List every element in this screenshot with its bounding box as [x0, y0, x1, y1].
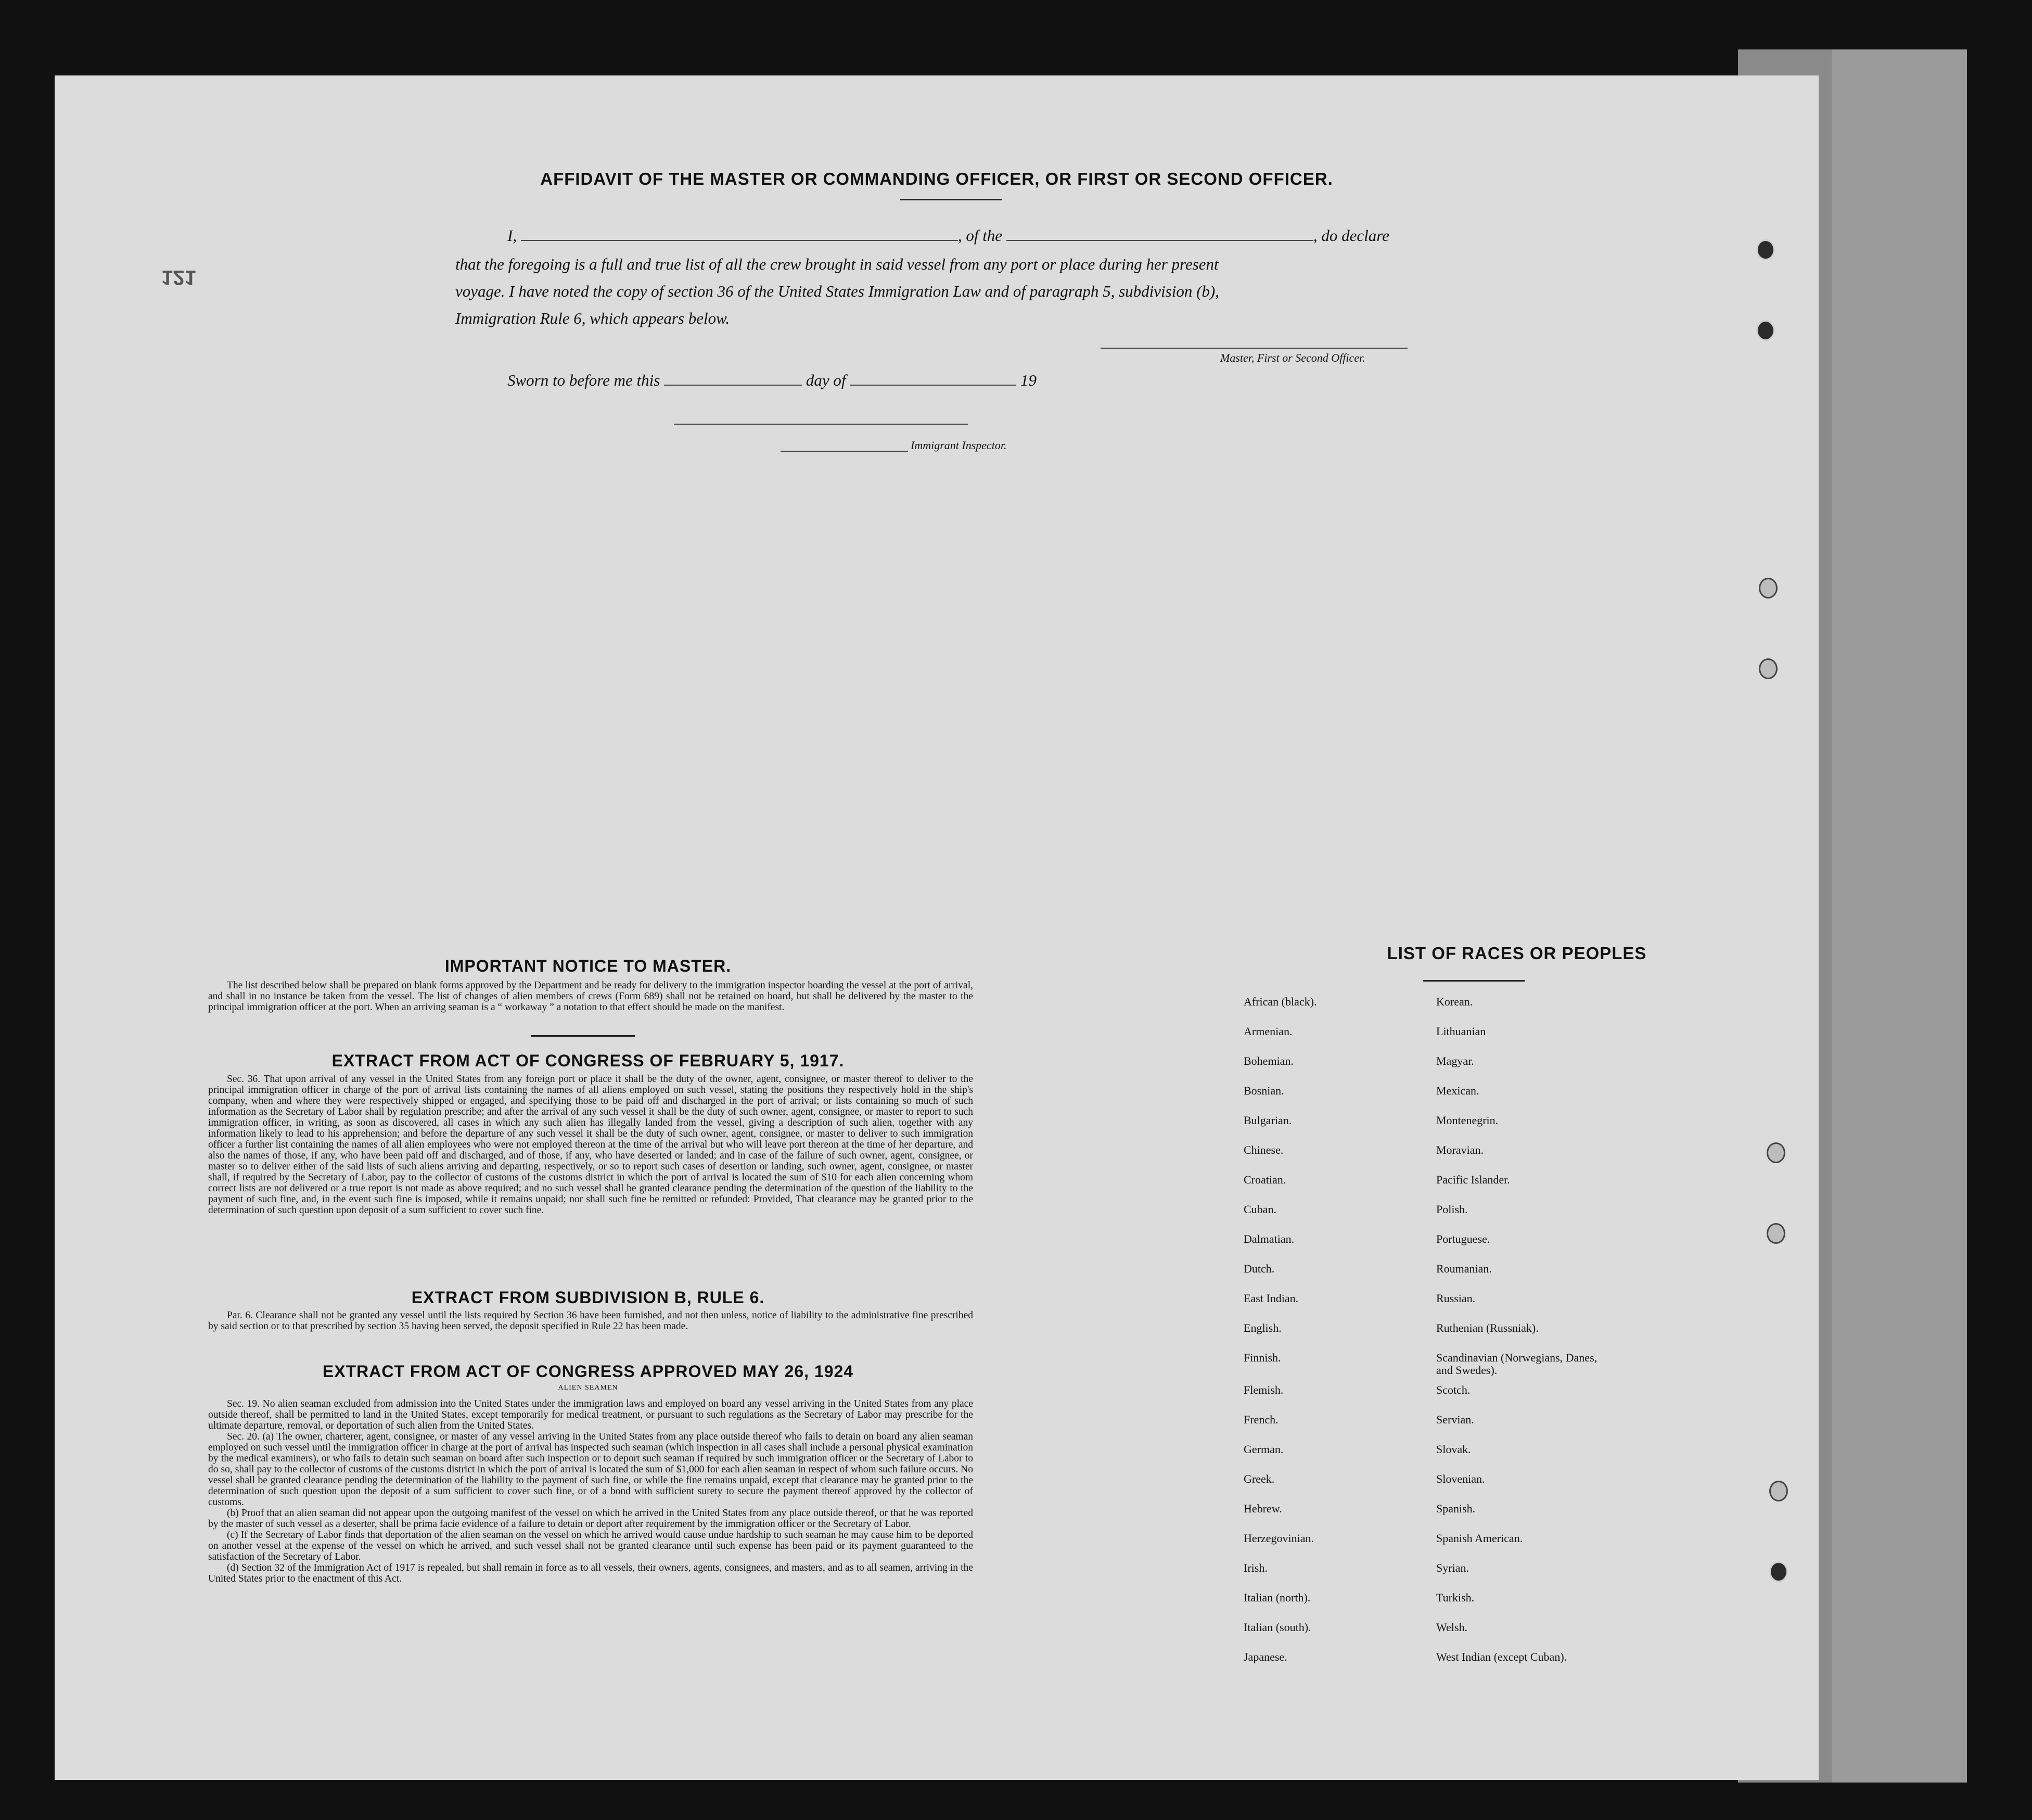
race-item: German.	[1244, 1443, 1284, 1456]
race-item: Magyar.	[1436, 1054, 1474, 1067]
race-item: Italian (south).	[1244, 1621, 1311, 1634]
race-item: Japanese.	[1244, 1650, 1287, 1663]
race-item: Italian (north).	[1244, 1591, 1311, 1604]
extract-1924-title: EXTRACT FROM ACT OF CONGRESS APPROVED MAY 26, 1924	[322, 1362, 854, 1381]
name-blank[interactable]	[521, 239, 958, 241]
race-item: Chinese.	[1244, 1143, 1284, 1156]
sworn-label: Sworn to before me this	[507, 371, 660, 389]
race-item: Dutch.	[1244, 1262, 1275, 1275]
sec-19-paragraph: Sec. 19. No alien seaman excluded from admission into the United States under the immigration laws and employed on board any vessel arriving in the United States from any place outside thereof, shall be permitted to land in the United States, except temporarily for medical treatment, or pursuant to such regulations as the Secretary of Labor may prescribe for the ultimate departure, removal, or deportation of such alien from the United States.	[208, 1398, 973, 1431]
race-item: Portuguese.	[1436, 1232, 1490, 1245]
binder-hole-icon	[1769, 1561, 1788, 1582]
race-item: Syrian.	[1436, 1561, 1469, 1574]
race-item: Herzegovinian.	[1244, 1532, 1314, 1545]
race-item: Pacific Islander.	[1436, 1173, 1510, 1186]
races-left-column	[1244, 996, 1462, 1681]
day-of-label: day of	[806, 371, 846, 389]
notice-paragraph: The list described below shall be prepared on blank forms approved by the Department and be ready for delivery to the immigration inspector boarding the vessel at the port of arrival, and shall in no instance be taken from the vessel. The list of changes of alien members of crews (Form 689) shall not be retained on board, but shall be delivered by the master to the principal immigration officer at the port. When an arriving seaman is a “ workaway ” a notation to that effect should be made on the manifest.	[208, 980, 973, 1013]
race-item: Cuban.	[1244, 1203, 1276, 1216]
binder-hole-icon	[1759, 578, 1778, 599]
race-item: Turkish.	[1436, 1591, 1475, 1604]
extract-1917-text	[208, 1074, 973, 1216]
binder-hole-icon	[1767, 1142, 1785, 1163]
race-item: Slovak.	[1436, 1443, 1471, 1456]
sec-20d-paragraph: (d) Section 32 of the Immigration Act of 1917 is repealed, but shall remain in force as to all vessels, their owners, agents, consignees, and masters, and as to all seamen, arriving in the United States prior to the enactment of this Act.	[208, 1562, 973, 1584]
title-rule	[900, 199, 1002, 200]
inspector-signature-line-1[interactable]	[674, 423, 968, 425]
sworn-day-blank[interactable]	[664, 384, 802, 386]
do-declare-label: , do declare	[1313, 226, 1389, 245]
notice-title: IMPORTANT NOTICE TO MASTER.	[444, 957, 732, 975]
race-item: Scotch.	[1436, 1383, 1471, 1396]
alien-seamen-subtitle: ALIEN SEAMEN	[558, 1384, 618, 1392]
notice-text	[208, 980, 973, 1013]
sworn-month-blank[interactable]	[850, 384, 1016, 386]
margin-number: 121	[161, 266, 196, 289]
affidavit-line-1	[507, 226, 1389, 245]
i-label: I,	[507, 226, 517, 245]
race-item: Montenegrin.	[1436, 1114, 1499, 1127]
binder-hole-icon	[1767, 1223, 1785, 1244]
race-item: Croatian.	[1244, 1173, 1286, 1186]
race-item: Irish.	[1244, 1561, 1268, 1574]
race-item: Bulgarian.	[1244, 1114, 1292, 1127]
affidavit-title: AFFIDAVIT OF THE MASTER OR COMMANDING OFFICER, OR FIRST OR SECOND OFFICER.	[540, 169, 1333, 188]
race-item: Dalmatian.	[1244, 1232, 1295, 1245]
inspector-signature-line-2[interactable]	[781, 450, 908, 452]
race-item: Greek.	[1244, 1472, 1275, 1485]
sec-20c-paragraph: (c) If the Secretary of Labor finds that deportation of the alien seaman on the vessel on which he arrived would cause undue hardship to such seaman he may cause him to be deported on another vessel at the expense of the vessel on which he arrived, and such vessel shall not be granted clearance until such expense has been paid or its payment guaranteed to the satisfaction of the Secretary of Labor.	[208, 1530, 973, 1562]
section-36-paragraph: Sec. 36. That upon arrival of any vessel in the United States from any foreign port or place it shall be the duty of the owner, agent, consignee, or master thereof to deliver to the principal immigration officer in charge of the port of arrival lists containing the names of all aliens employed on such vessel, stating the positions they respectively hold in the ship's company, when and where they were respectively shipped or engaged, and specifying those to be paid off and discharged in the port of arrival; or lists containing so much of such information as the Secretary of Labor shall by regulation prescribe; and after the arrival of any such vessel it shall be the duty of such owner, agent, consignee, or master to report to such immigration officer, in writing, as soon as discovered, all cases in which any such alien has illegally landed from the vessel, giving a description of such alien, together with any information likely to lead to his apprehension; and before the departure of any such vessel it shall be the duty of such owner, agent, consignee, or master to deliver to such immigration officer a further list containing the names of all alien employees who were not employed thereon at the time of the arrival but who will leave port thereon at the time of her departure, and also the names of those, if any, who have been paid off and discharged, and of those, if any, who have deserted or landed; and in case of the failure of such owner, agent, consignee, or master so to deliver either of the said lists of such aliens arriving and departing, respectively, or so to report such cases of desertion or landing, such owner, agent, consignee, or master shall, if required by the Secretary of Labor, pay to the collector of customs of the customs district in which the port of arrival is located the sum of $10 for each alien concerning whom correct lists are not delivered or a true report is not made as above required; and no such vessel shall be granted clearance pending the determination of the question of the liability to the payment of such fine, and, in the event such fine is imposed, while it remains unpaid; nor shall such fine be remitted or refunded: Provided, That clearance may be granted prior to the determination of such question upon deposit of a sum sufficient to cover such fine.	[208, 1074, 973, 1216]
race-item: Roumanian.	[1436, 1262, 1492, 1275]
race-item: English.	[1244, 1321, 1282, 1334]
race-item: Bosnian.	[1244, 1084, 1284, 1097]
extract-1924-text	[208, 1398, 973, 1584]
sec-20a-paragraph: Sec. 20. (a) The owner, charterer, agent, consignee, or master of any vessel arriving in the United States from any place outside thereof who fails to detain on board any alien seaman employed on such vessel until the immigration officer in charge at the port of arrival has inspected such seaman (which inspection in all cases shall include a personal physical examination by the medical examiners), or who fails to detain such seaman on board after such inspection or to deport such seaman if required by such immigration officer or the Secretary of Labor to do so, shall pay to the collector of customs of the customs district in which the port of arrival is located the sum of $1,000 for each alien seaman in respect of whom such failure occurs. No vessel shall be granted clearance pending the determination of the liability to the payment of such fine, or while the fine remains unpaid, except that clearance may be granted prior to the determination of such question upon the deposit of a sum sufficient to cover such fine, or of a bond with sufficient surety to secure the payment thereof approved by the collector of customs.	[208, 1431, 973, 1508]
inspector-caption: Immigrant Inspector.	[911, 439, 1007, 452]
affidavit-line-2: that the foregoing is a full and true list of all the crew brought in said vessel from any port or place during her present	[455, 255, 1219, 273]
notice-rule	[531, 1035, 635, 1037]
binder-hole-icon	[1756, 239, 1775, 260]
race-item: Lithuanian	[1436, 1025, 1486, 1038]
race-item: Scandinavian (Norwegians, Danes, and Swedes).	[1436, 1351, 1598, 1377]
race-item: French.	[1244, 1413, 1279, 1426]
race-item: Flemish.	[1244, 1383, 1284, 1396]
race-item: Spanish.	[1436, 1502, 1476, 1515]
race-item: African (black).	[1244, 995, 1317, 1008]
races-title: LIST OF RACES OR PEOPLES	[1387, 944, 1647, 963]
race-item: Armenian.	[1244, 1025, 1293, 1038]
race-item: Slovenian.	[1436, 1472, 1485, 1485]
binder-hole-icon	[1756, 320, 1775, 341]
race-item: Finnish.	[1244, 1351, 1281, 1364]
race-item: Polish.	[1436, 1203, 1468, 1216]
race-item: Mexican.	[1436, 1084, 1479, 1097]
race-item: West Indian (except Cuban).	[1436, 1650, 1567, 1663]
master-signature-caption: Master, First or Second Officer.	[1220, 351, 1365, 364]
par-6-paragraph: Par. 6. Clearance shall not be granted any vessel until the lists required by Section 36 have been furnished, and not then unless, notice of liability to the administrative fine prescribed by said section or to that prescribed by section 35 having been served, the deposit specified in Rule 22 has been made.	[208, 1310, 973, 1332]
race-item: Russian.	[1436, 1292, 1476, 1305]
races-right-column	[1436, 996, 1655, 1681]
master-signature-line[interactable]	[1101, 347, 1408, 349]
race-item: Ruthenian (Russniak).	[1436, 1321, 1539, 1334]
binder-hole-icon	[1759, 658, 1778, 679]
race-item: Korean.	[1436, 995, 1473, 1008]
race-item: Spanish American.	[1436, 1532, 1523, 1545]
races-rule	[1423, 980, 1525, 982]
of-the-label: , of the	[957, 226, 1003, 245]
vessel-blank[interactable]	[1006, 239, 1313, 241]
sworn-line	[507, 371, 1037, 390]
extract-1917-title: EXTRACT FROM ACT OF CONGRESS OF FEBRUARY 5, 1917.	[331, 1051, 845, 1070]
form-page	[55, 75, 1819, 1780]
race-item: Welsh.	[1436, 1621, 1467, 1634]
race-item: Moravian.	[1436, 1143, 1484, 1156]
race-item: East Indian.	[1244, 1292, 1299, 1305]
race-item: Bohemian.	[1244, 1054, 1294, 1067]
race-item: Hebrew.	[1244, 1502, 1282, 1515]
binder-hole-icon	[1769, 1481, 1788, 1501]
subdivision-b-title: EXTRACT FROM SUBDIVISION B, RULE 6.	[411, 1288, 765, 1307]
subdivision-b-text	[208, 1310, 973, 1332]
affidavit-line-3: voyage. I have noted the copy of section 36 of the United States Immigration Law and of paragraph 5, subdivision (b),	[455, 282, 1219, 300]
race-item: Servian.	[1436, 1413, 1474, 1426]
affidavit-line-4: Immigration Rule 6, which appears below.	[455, 309, 730, 327]
underlying-page-edge	[1832, 49, 1967, 1783]
sec-20b-paragraph: (b) Proof that an alien seaman did not appear upon the outgoing manifest of the vessel on which he arrived in the United States from any place outside thereof, or that he was reported by the master of such vessel as a deserter, shall be prima facie evidence of a failure to detain or deport after requirement by the immigration officer or the Secretary of Labor.	[208, 1508, 973, 1530]
year-label: 19	[1020, 371, 1037, 389]
